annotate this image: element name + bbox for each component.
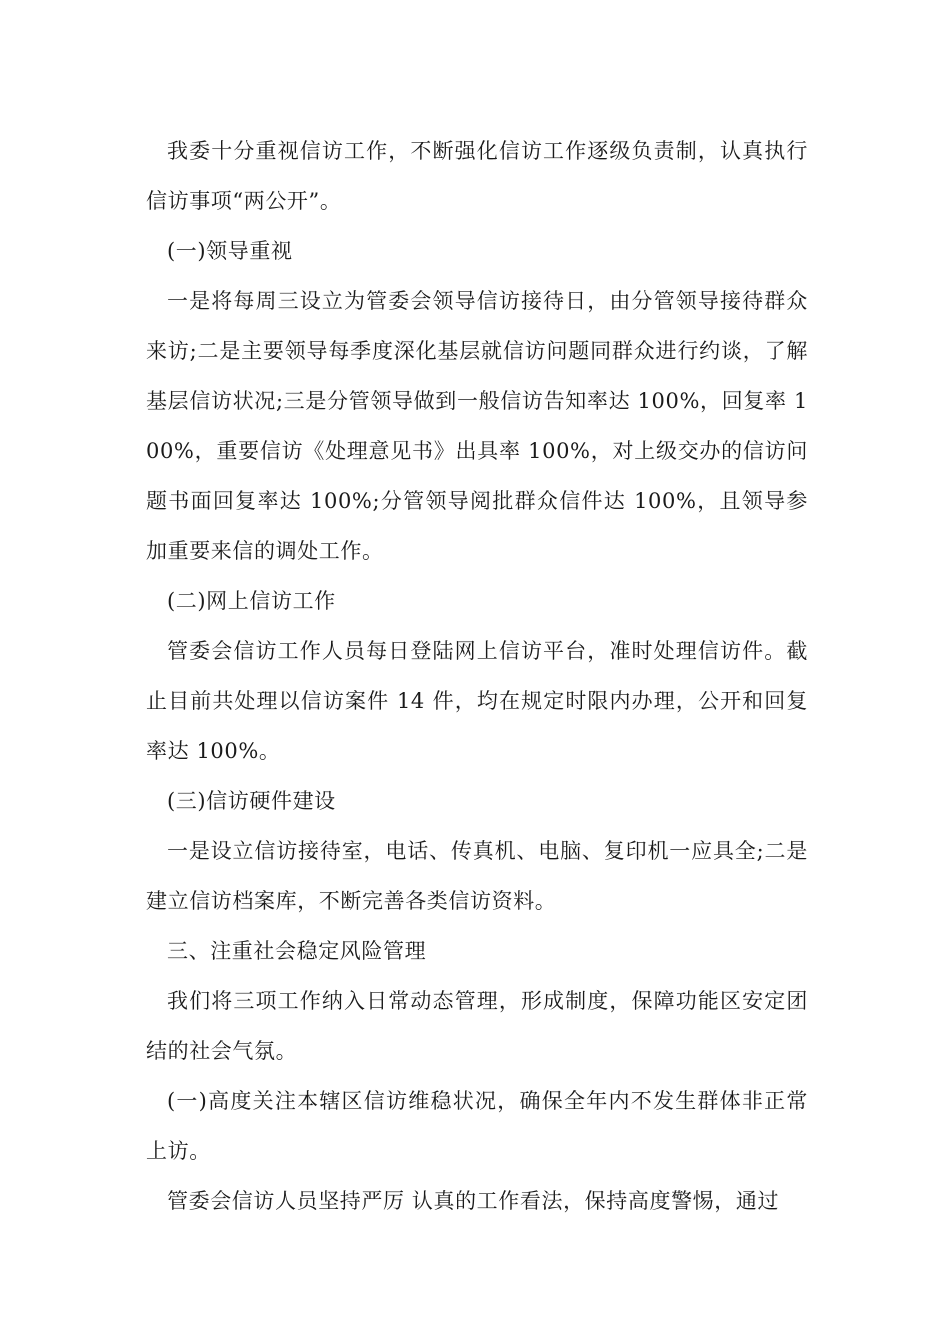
paragraph-stability: 管委会信访人员坚持严厉 认真的工作看法，保持高度警惕，通过 bbox=[167, 1189, 780, 1213]
paragraph-risk-management: 我们将三项工作纳入日常动态管理，形成制度，保障功能区安定团结的社会气氛。 bbox=[146, 989, 808, 1063]
document-body bbox=[146, 126, 808, 1226]
paragraph-hardware: 一是设立信访接待室，电话、传真机、电脑、复印机一应具全;二是建立信访档案库，不断完善各类信访资料。 bbox=[146, 839, 808, 913]
heading-risk-management: 三、注重社会稳定风险管理 bbox=[167, 939, 427, 963]
paragraph-leadership: 一是将每周三设立为管委会领导信访接待日，由分管领导接待群众来访;二是主要领导每季度深化基层就信访问题同群众进行约谈，了解基层信访状况;三是分管领导做到一般信访告知率达 100%，回复率 100%，重要信访《处理意见书》出具率 100%，对上级交办的信访问题书面回复率达 100%;分管领导阅批群众信件达 100%，且领导参加重要来信的调处工作。 bbox=[146, 289, 808, 563]
heading-stability: (一)高度关注本辖区信访维稳状况，确保全年内不发生群体非正常上访。 bbox=[146, 1089, 808, 1163]
paragraph-intro: 我委十分重视信访工作，不断强化信访工作逐级负责制，认真执行信访事项“两公开”。 bbox=[146, 139, 808, 213]
heading-hardware: (三)信访硬件建设 bbox=[167, 789, 336, 813]
heading-leadership: (一)领导重视 bbox=[167, 239, 293, 263]
heading-online-petition: (二)网上信访工作 bbox=[167, 589, 336, 613]
paragraph-online-petition: 管委会信访工作人员每日登陆网上信访平台，准时处理信访件。截止目前共处理以信访案件 14 件，均在规定时限内办理，公开和回复率达 100%。 bbox=[146, 639, 808, 763]
